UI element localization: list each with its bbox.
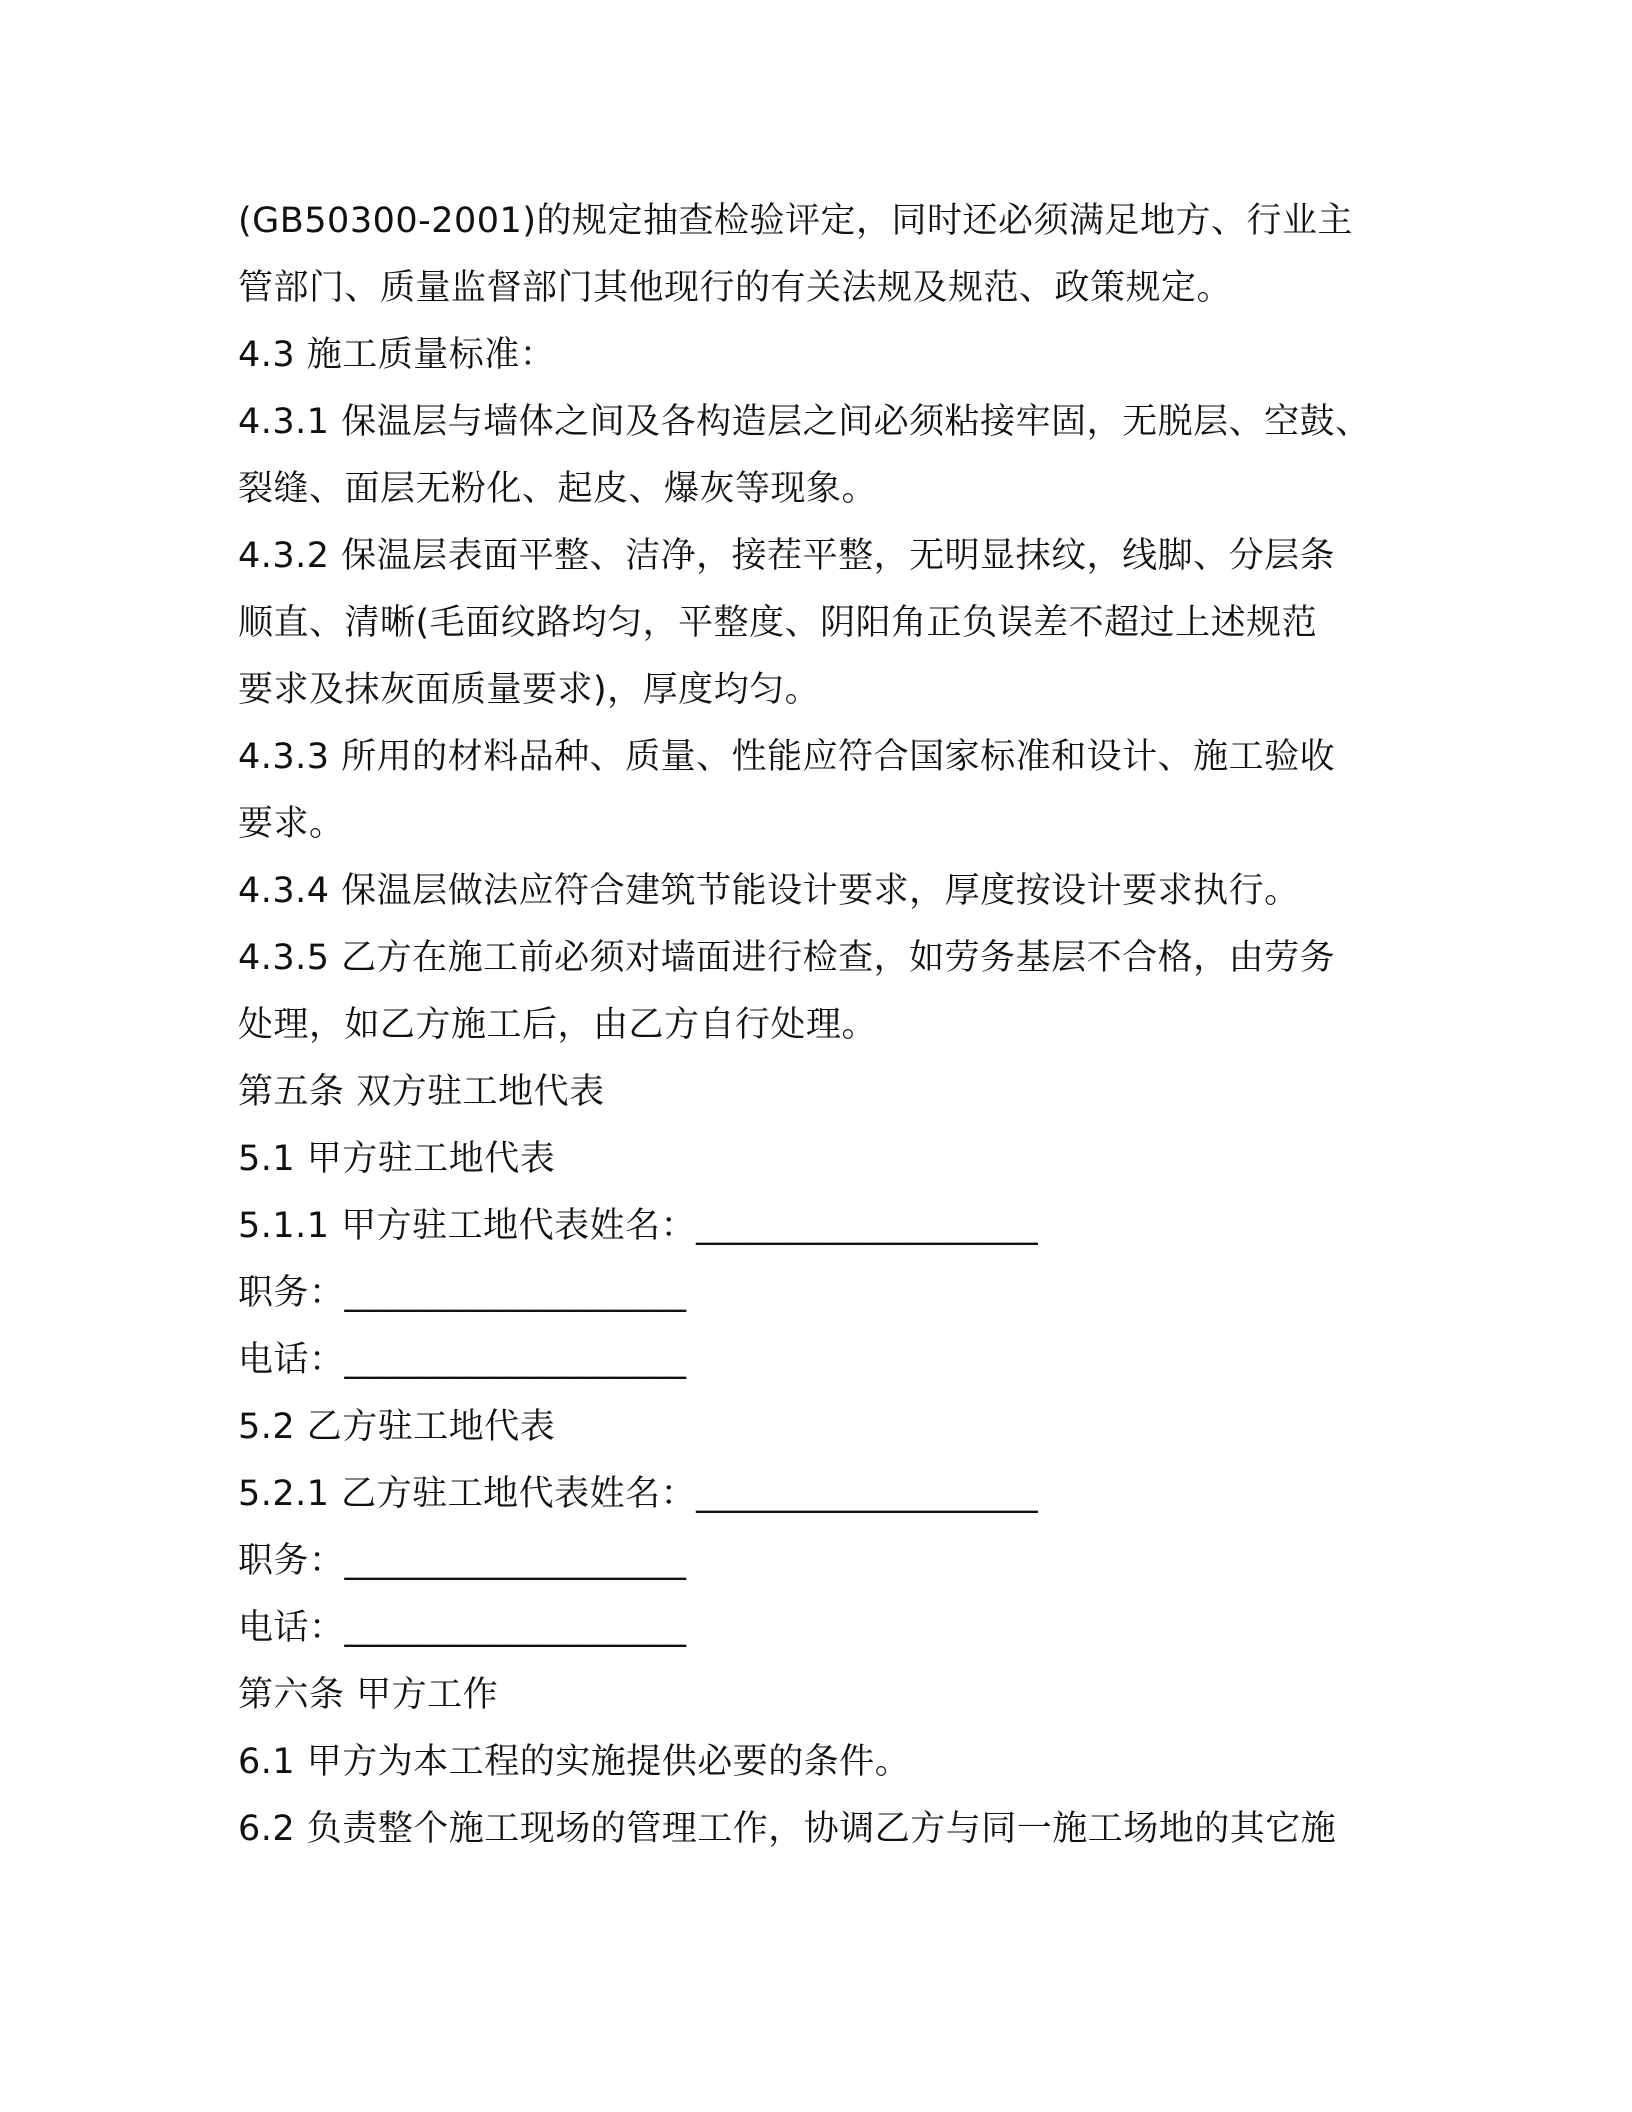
phone-field-line: 电话：___________________ [238,1608,687,1648]
clause-text: 6.1 甲方为本工程的实施提供必要的条件。 [238,1742,911,1782]
clause-text: 顺直、清晰(毛面纹路均匀，平整度、阴阳角正负误差不超过上述规范 [238,603,1318,643]
name-field-line: 5.2.1 乙方驻工地代表姓名：___________________ [238,1474,1039,1514]
section-heading: 4.3 施工质量标准： [238,335,556,375]
article-heading: 第五条 双方驻工地代表 [238,1072,605,1112]
section-heading: 5.2 乙方驻工地代表 [238,1407,556,1447]
clause-text: 4.3.4 保温层做法应符合建筑节能设计要求，厚度按设计要求执行。 [238,871,1300,911]
phone-field-line: 电话：___________________ [238,1340,687,1380]
clause-text: 裂缝、面层无粉化、起皮、爆灰等现象。 [238,469,878,509]
document-body [238,188,1398,1863]
clause-text: 4.3.1 保温层与墙体之间及各构造层之间必须粘接牢固，无脱层、空鼓、 [238,402,1371,442]
section-heading: 5.1 甲方驻工地代表 [238,1139,556,1179]
name-field-line: 5.1.1 甲方驻工地代表姓名：___________________ [238,1206,1039,1246]
clause-text: 4.3.5 乙方在施工前必须对墙面进行检查，如劳务基层不合格，由劳务 [238,938,1336,978]
text-line: 管部门、质量监督部门其他现行的有关法规及规范、政策规定。 [238,268,1233,308]
clause-text: 6.2 负责整个施工现场的管理工作，协调乙方与同一施工场地的其它施 [238,1809,1337,1849]
article-heading: 第六条 甲方工作 [238,1675,499,1715]
position-field-line: 职务：___________________ [238,1273,687,1313]
position-field-line: 职务：___________________ [238,1541,687,1581]
clause-text: 4.3.2 保温层表面平整、洁净，接茬平整，无明显抹纹，线脚、分层条 [238,536,1336,576]
clause-text: 要求及抹灰面质量要求)，厚度均匀。 [238,670,821,710]
clause-text: 要求。 [238,804,345,844]
clause-text: 4.3.3 所用的材料品种、质量、性能应符合国家标准和设计、施工验收 [238,737,1336,777]
clause-text: 处理，如乙方施工后，由乙方自行处理。 [238,1005,878,1045]
text-line: (GB50300-2001)的规定抽查检验评定，同时还必须满足地方、行业主 [238,201,1353,241]
